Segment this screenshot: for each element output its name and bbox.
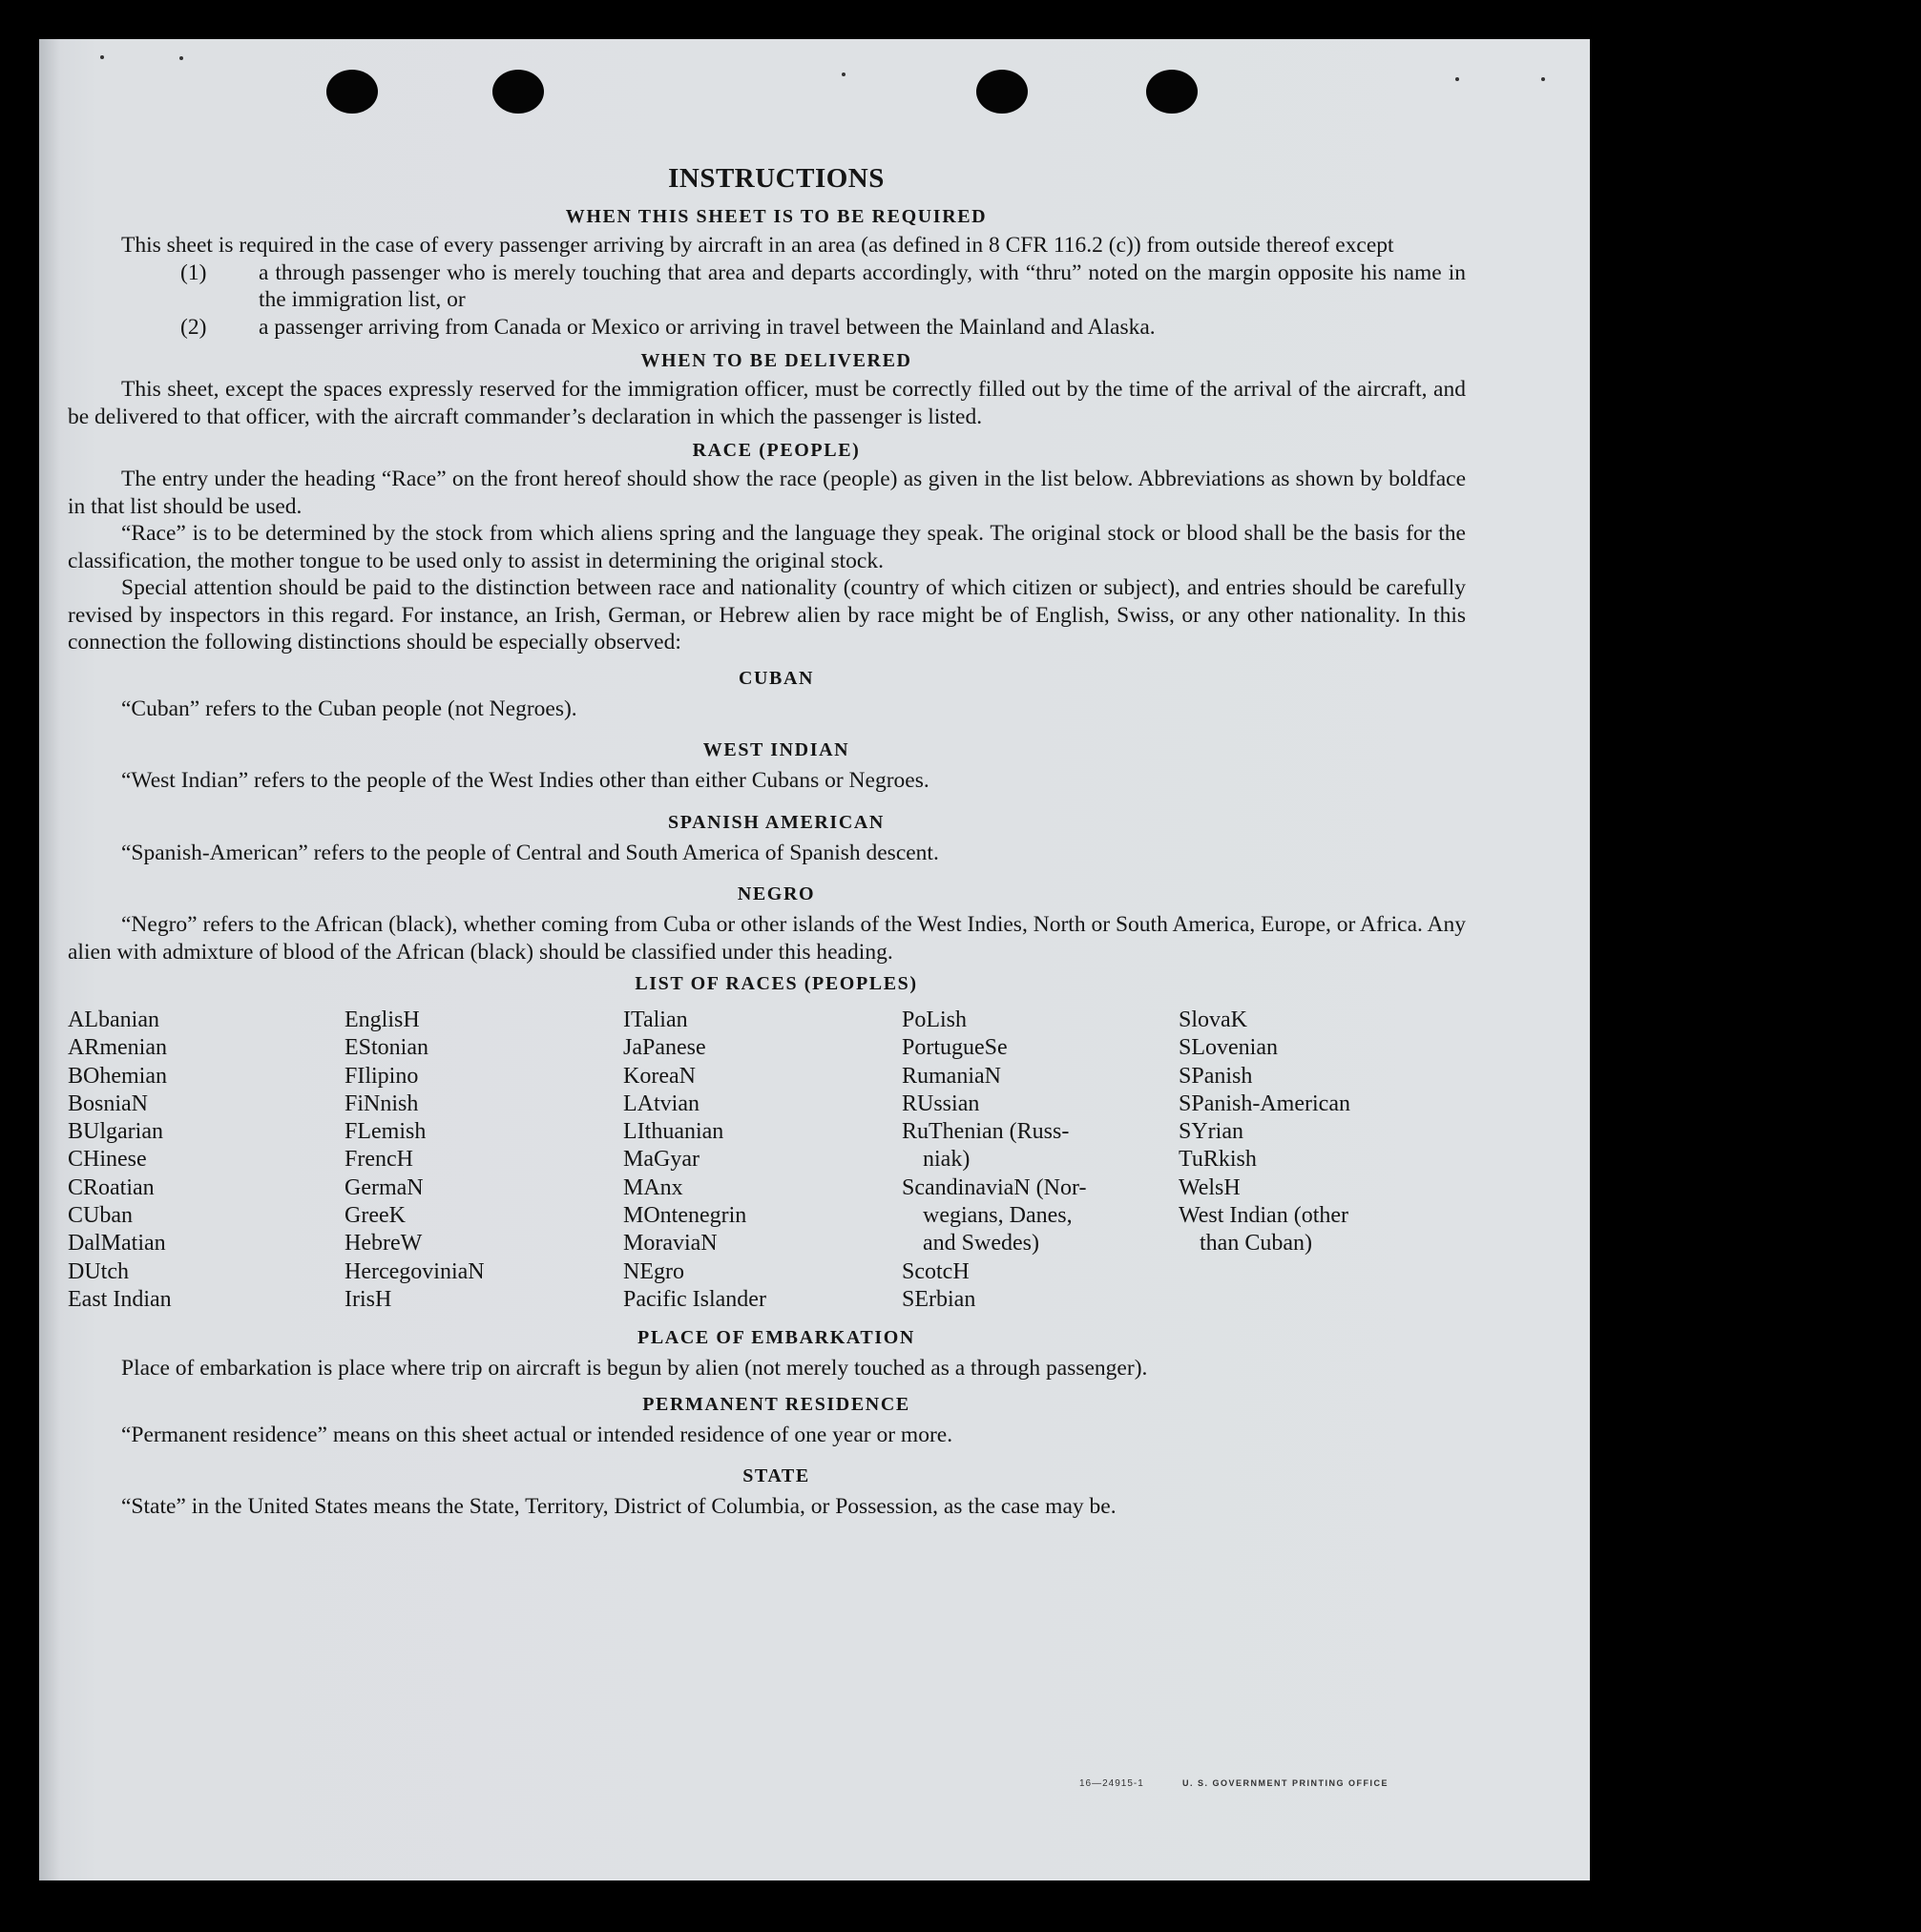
race-item: MAnx: [623, 1174, 683, 1200]
list-number: (1): [180, 260, 207, 285]
paragraph-race-2: “Race” is to be determined by the stock from which aliens spring and the language they speak. The original stock or blood shall be the basis for the classification, the mother tongue to be used only to assist in determining the original stock.: [68, 521, 1466, 573]
speck: [179, 56, 183, 60]
list-item-text: a through passenger who is merely touching that area and departs accordingly, with “thru” noted on the margin opposite his name in the immigration list, or: [259, 260, 1466, 312]
paragraph-embarkation: Place of embarkation is place where trip on aircraft is begun by alien (not merely touched as a through passenger).: [121, 1356, 1148, 1381]
document-body: [68, 163, 1466, 1521]
race-item: BUlgarian: [68, 1119, 163, 1145]
race-item: MOntenegrin: [623, 1203, 747, 1229]
race-item: RUssian: [902, 1091, 980, 1116]
race-column-2: [345, 1007, 623, 1314]
paragraph-state: “State” in the United States means the State, Territory, District of Columbia, or Possession, as the case may be.: [121, 1494, 1117, 1520]
heading-permanent-residence: PERMANENT RESIDENCE: [642, 1393, 910, 1415]
race-item: DalMatian: [68, 1231, 166, 1257]
heading-west-indian: WEST INDIAN: [702, 739, 850, 760]
race-item: PortugueSe: [902, 1035, 1008, 1061]
race-item: East Indian: [68, 1286, 172, 1312]
paragraph-race-1: The entry under the heading “Race” on the front hereof should show the race (people) as given in the list below. Abbreviations as shown by boldface in that list should be used.: [68, 467, 1466, 519]
speck: [1455, 77, 1459, 81]
race-item: FiNnish: [345, 1091, 419, 1116]
race-item-continuation: than Cuban): [1200, 1231, 1312, 1257]
race-item: ITalian: [623, 1008, 688, 1032]
speck: [1541, 77, 1545, 81]
race-column-4: [902, 1007, 1179, 1314]
list-item-text: a passenger arriving from Canada or Mexico or arriving in travel between the Mainland and Alaska.: [259, 314, 1156, 340]
heading-spanish-american: SPANISH AMERICAN: [668, 811, 885, 833]
printer-imprint: U. S. GOVERNMENT PRINTING OFFICE: [1182, 1778, 1389, 1788]
speck: [100, 55, 104, 59]
paragraph-negro: “Negro” refers to the African (black), whether coming from Cuba or other islands of the West Indies, North or South America, Europe, or Africa. Any alien with admixture of blood of the African (black) should be classified under this heading.: [68, 912, 1466, 965]
heading-when-delivered: WHEN TO BE DELIVERED: [640, 350, 912, 371]
race-item: FrencH: [345, 1147, 413, 1173]
punch-hole: [326, 70, 378, 114]
race-item: CUban: [68, 1203, 133, 1229]
paragraph-when-required: This sheet is required in the case of every passenger arriving by aircraft in an area (as defined in 8 CFR 116.2 (c)) from outside thereof except: [121, 233, 1394, 258]
paragraph-race-3: Special attention should be paid to the distinction between race and nationality (country of which citizen or subject), and entries should be carefully revised by inspectors in this regard. For instance, an Irish, German, or Hebrew alien by race might be of English, Swiss, or any other nationality. In this connection the following distinctions should be especially observed:: [68, 575, 1466, 654]
punch-hole: [1146, 70, 1198, 114]
race-item: SErbian: [902, 1286, 976, 1312]
race-item-continuation: niak): [923, 1147, 971, 1173]
race-item: PoLish: [902, 1008, 968, 1032]
race-item: BosniaN: [68, 1091, 148, 1116]
punch-hole: [492, 70, 544, 114]
heading-negro: NEGRO: [737, 883, 816, 904]
race-item: TuRkish: [1179, 1147, 1257, 1173]
heading-race: RACE (PEOPLE): [692, 440, 861, 461]
list-number: (2): [180, 314, 207, 340]
paragraph-when-delivered: This sheet, except the spaces expressly reserved for the immigration officer, must be correctly filled out by the time of the arrival of the aircraft, and be delivered to that officer, with the aircraft commander’s declaration in which the passenger is listed.: [68, 377, 1466, 429]
race-item: MaGyar: [623, 1147, 699, 1173]
race-item: GermaN: [345, 1174, 424, 1200]
race-item: SLovenian: [1179, 1035, 1278, 1061]
race-item: KoreaN: [623, 1063, 696, 1089]
race-item: EnglisH: [345, 1008, 420, 1032]
race-item: FLemish: [345, 1119, 427, 1145]
race-item: JaPanese: [623, 1035, 706, 1061]
race-item: MoraviaN: [623, 1231, 718, 1257]
race-item-continuation: wegians, Danes,: [923, 1203, 1073, 1229]
race-item: HebreW: [345, 1231, 423, 1257]
race-item: Pacific Islander: [623, 1286, 766, 1312]
speck: [842, 73, 846, 76]
paragraph-permanent-residence: “Permanent residence” means on this sheet actual or intended residence of one year or more.: [121, 1422, 953, 1447]
race-item: SPanish-American: [1179, 1091, 1350, 1116]
race-item: West Indian (other: [1179, 1203, 1349, 1229]
race-item: WelsH: [1179, 1174, 1241, 1200]
race-item-continuation: and Swedes): [923, 1231, 1039, 1257]
race-item: LAtvian: [623, 1091, 699, 1116]
race-item: SYrian: [1179, 1119, 1243, 1145]
race-item: FIlipino: [345, 1063, 419, 1089]
race-item: ScotcH: [902, 1258, 970, 1284]
heading-state: STATE: [742, 1465, 810, 1487]
heading-when-required: WHEN THIS SHEET IS TO BE REQUIRED: [565, 206, 988, 227]
race-item: CRoatian: [68, 1174, 155, 1200]
race-item: LIthuanian: [623, 1119, 724, 1145]
race-column-5: [1179, 1007, 1465, 1314]
race-item: NEgro: [623, 1258, 684, 1284]
list-item-through-passenger: [68, 260, 1466, 314]
document-page: [39, 39, 1590, 1880]
race-column-3: [623, 1007, 902, 1314]
race-item: IrisH: [345, 1286, 392, 1312]
race-item: RumaniaN: [902, 1063, 1001, 1089]
race-item: DUtch: [68, 1258, 129, 1284]
punch-hole: [976, 70, 1028, 114]
race-list: [68, 1007, 1466, 1314]
race-item: SlovaK: [1179, 1008, 1247, 1032]
race-item: ARmenian: [68, 1035, 167, 1061]
heading-list-of-races: LIST OF RACES (PEOPLES): [635, 973, 918, 994]
paragraph-cuban: “Cuban” refers to the Cuban people (not Negroes).: [121, 696, 577, 721]
list-item-canada-mexico: [68, 314, 1466, 342]
race-item: CHinese: [68, 1147, 147, 1173]
race-item: GreeK: [345, 1203, 406, 1229]
race-item: ScandinaviaN (Nor-: [902, 1174, 1087, 1200]
race-item: ALbanian: [68, 1008, 159, 1032]
race-item: SPanish: [1179, 1063, 1253, 1089]
heading-cuban: CUBAN: [738, 667, 815, 689]
race-item: EStonian: [345, 1035, 428, 1061]
race-item: HercegoviniaN: [345, 1258, 485, 1284]
race-item: BOhemian: [68, 1063, 167, 1089]
paragraph-west-indian: “West Indian” refers to the people of the West Indies other than either Cubans or Negroes.: [121, 768, 929, 793]
heading-embarkation: PLACE OF EMBARKATION: [637, 1327, 915, 1349]
form-code: 16—24915-1: [1079, 1778, 1144, 1789]
page-title: INSTRUCTIONS: [668, 163, 885, 194]
paragraph-spanish-american: “Spanish-American” refers to the people of Central and South America of Spanish descent.: [121, 840, 939, 865]
race-item: RuThenian (Russ-: [902, 1119, 1070, 1145]
race-column-1: [68, 1007, 345, 1314]
